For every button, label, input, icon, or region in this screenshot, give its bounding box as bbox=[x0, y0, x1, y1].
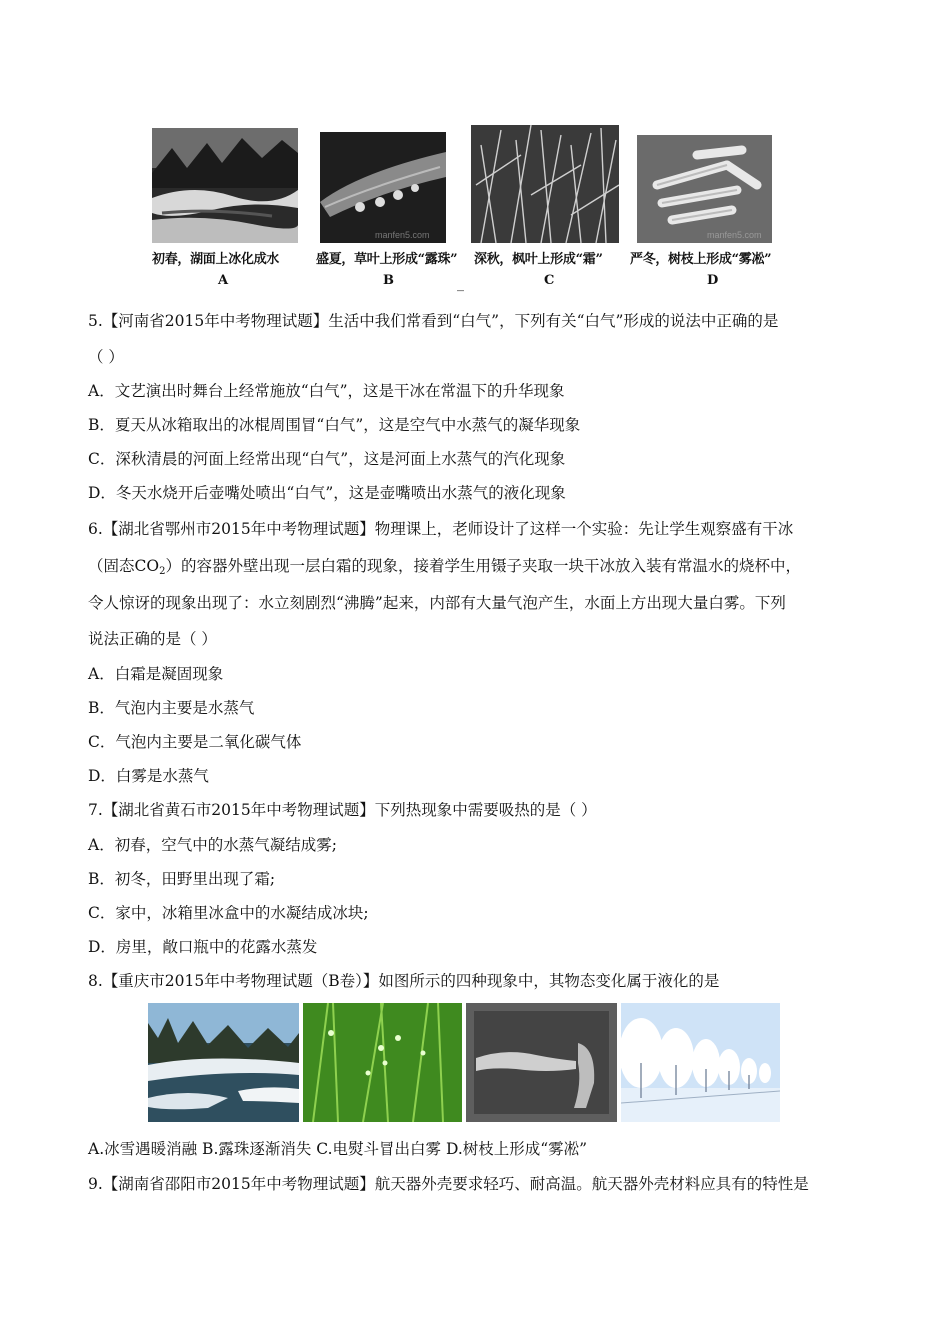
co2-subscript: 2 bbox=[159, 566, 166, 577]
caption-a: 初春，湖面上冰化成水 bbox=[152, 252, 280, 267]
q6-stem-line4: 说法正确的是（ ） bbox=[88, 630, 217, 648]
q6-option-c: C．气泡内主要是二氧化碳气体 bbox=[88, 733, 302, 751]
q5-stem-line1: 5.【河南省2015年中考物理试题】生活中我们常看到“白气”，下列有关“白气”形成的说法中正确的是 bbox=[88, 312, 779, 330]
label-b: B bbox=[383, 273, 394, 288]
watermark-1: manfen5.com bbox=[375, 230, 430, 240]
photo-ice-melting bbox=[152, 128, 298, 243]
q6-stem-line2 bbox=[88, 556, 801, 582]
photo-iron-steam bbox=[466, 1003, 617, 1122]
photo-rime-trees bbox=[621, 1003, 780, 1122]
q6-option-a: A．白霜是凝固现象 bbox=[88, 665, 224, 683]
q7-option-b: B．初冬，田野里出现了霜; bbox=[88, 870, 276, 888]
q6-stem-line2-part1: （固态CO bbox=[88, 557, 160, 575]
label-a: A bbox=[218, 273, 229, 288]
q7-option-c: C．家中，冰箱里冰盒中的水凝结成冰块; bbox=[88, 904, 369, 922]
q7-option-a: A．初春，空气中的水蒸气凝结成雾; bbox=[88, 836, 337, 854]
q9-stem: 9.【湖南省邵阳市2015年中考物理试题】航天器外壳要求轻巧、耐高温。航天器外壳材料应具有的特性是 bbox=[88, 1175, 809, 1193]
photo-frost bbox=[471, 125, 619, 243]
q7-option-d: D．房里，敞口瓶中的花露水蒸发 bbox=[88, 938, 318, 956]
caption-b: 盛夏，草叶上形成“露珠” bbox=[316, 252, 458, 267]
q6-stem-line2-part2: ）的容器外壁出现一层白霜的现象，接着学生用镊子夹取一块干冰放入装有常温水的烧杯中， bbox=[165, 557, 801, 575]
caption-c: 深秋，枫叶上形成“霜” bbox=[474, 252, 603, 267]
q5-option-d: D．冬天水烧开后壶嘴处喷出“白气”，这是壶嘴喷出水蒸气的液化现象 bbox=[88, 484, 566, 502]
q5-option-c: C．深秋清晨的河面上经常出现“白气”，这是河面上水蒸气的汽化现象 bbox=[88, 450, 566, 468]
q6-stem-line1: 6.【湖北省鄂州市2015年中考物理试题】物理课上，老师设计了这样一个实验：先让学生观察盛有干冰 bbox=[88, 520, 794, 538]
stray-underscore: _ bbox=[457, 276, 464, 292]
q8-stem: 8.【重庆市2015年中考物理试题（B卷）】如图所示的四种现象中，其物态变化属于液化的是 bbox=[88, 972, 720, 990]
q5-option-b: B．夏天从冰箱取出的冰棍周围冒“白气”，这是空气中水蒸气的凝华现象 bbox=[88, 416, 581, 434]
label-d: D bbox=[707, 273, 719, 288]
q5-option-a: A．文艺演出时舞台上经常施放“白气”，这是干冰在常温下的升华现象 bbox=[88, 382, 565, 400]
label-c: C bbox=[544, 273, 555, 288]
figure-top bbox=[150, 125, 790, 295]
q6-option-d: D．白雾是水蒸气 bbox=[88, 767, 209, 785]
photo-dew-grass bbox=[303, 1003, 462, 1122]
photo-rime bbox=[637, 135, 772, 243]
q5-stem-line2: （ ） bbox=[88, 348, 124, 366]
q6-option-b: B．气泡内主要是水蒸气 bbox=[88, 699, 255, 717]
photo-dew-drops bbox=[320, 132, 446, 243]
q6-stem-line3: 令人惊讶的现象出现了：水立刻剧烈“沸腾”起来，内部有大量气泡产生，水面上方出现大量白雾。下列 bbox=[88, 594, 786, 612]
watermark-2: manfen5.com bbox=[707, 230, 762, 240]
photo-melting-river bbox=[148, 1003, 299, 1122]
q8-choices: A.冰雪遇暖消融 B.露珠逐渐消失 C.电熨斗冒出白雾 D.树枝上形成“雾凇” bbox=[88, 1140, 588, 1158]
q7-stem: 7.【湖北省黄石市2015年中考物理试题】下列热现象中需要吸热的是（ ） bbox=[88, 801, 597, 819]
caption-d: 严冬，树枝上形成“雾凇” bbox=[630, 252, 772, 267]
